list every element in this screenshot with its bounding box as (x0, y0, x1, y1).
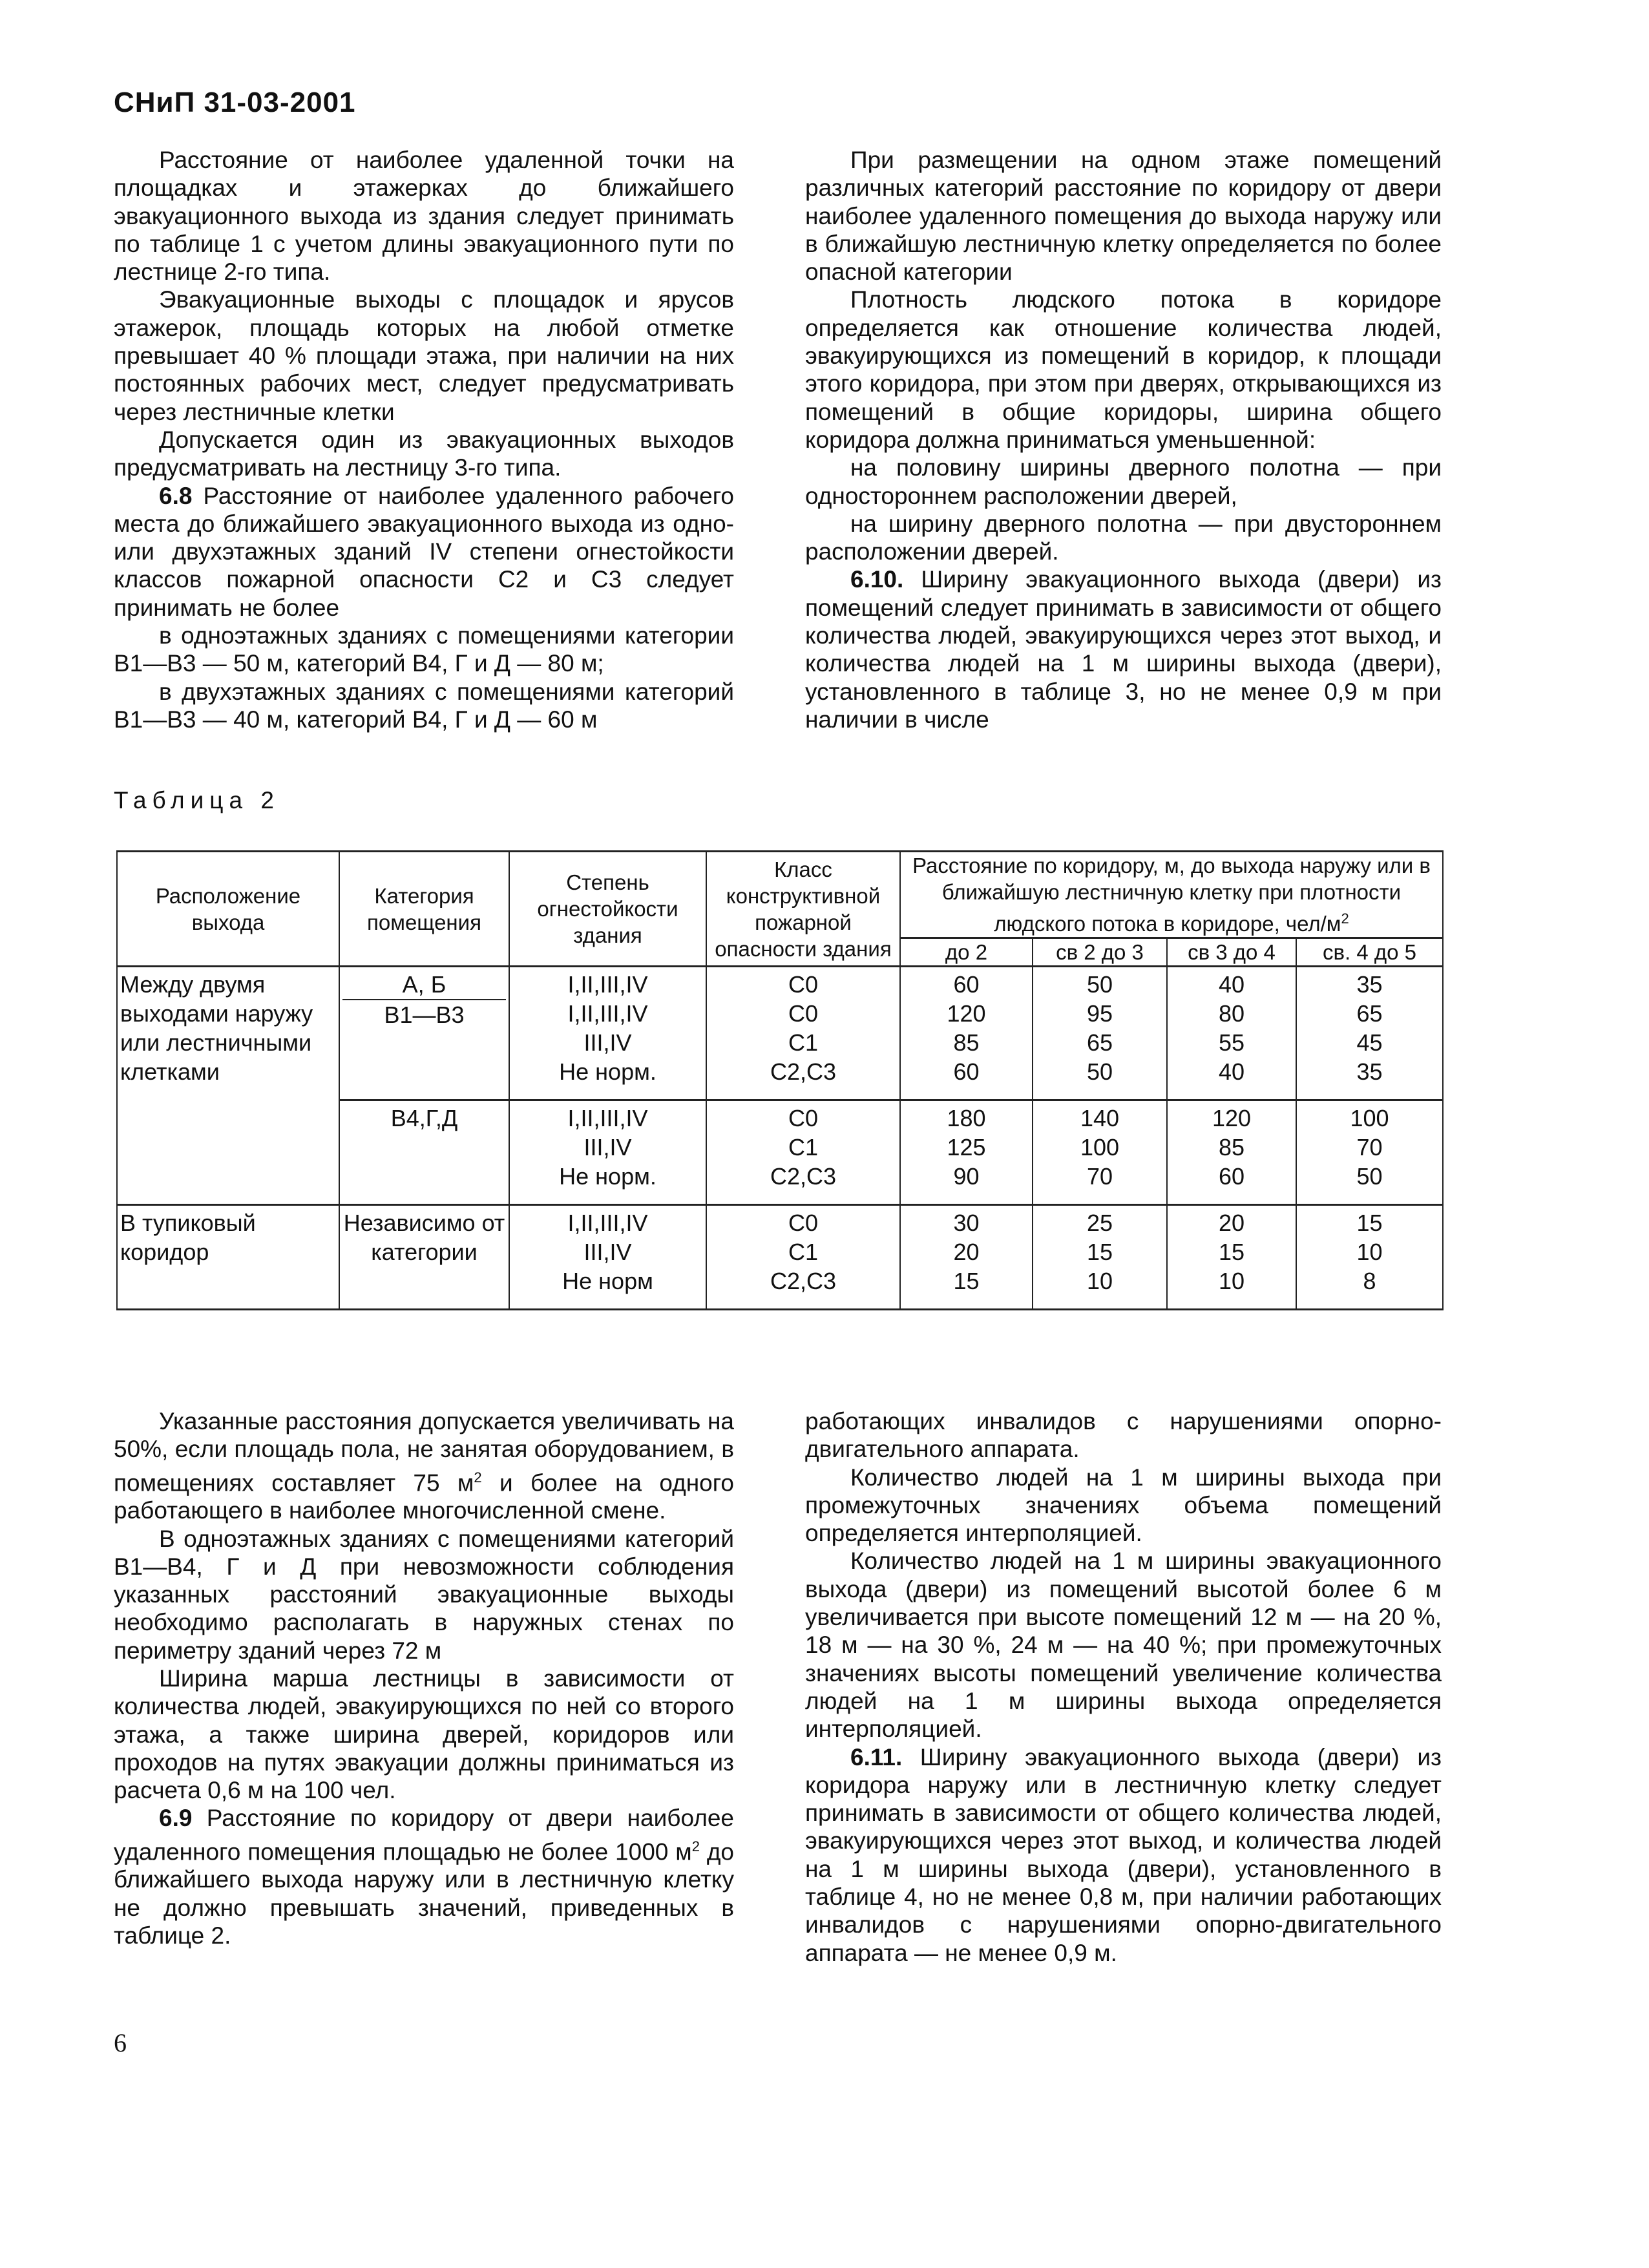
cell-location: В тупиковый коридор (117, 1205, 339, 1310)
cell-distance: 180 125 90 (900, 1100, 1033, 1205)
clause-number: 6.10. (850, 566, 904, 593)
paragraph: Количество людей на 1 м ширины эвакуационного выхода (двери) из помещений высотой более 6 м увеличивается при высоте помещений 12 м — на 20 %, 18 м — на 30 %, 24 м — на 40 %; при промежуточных значениях высоты помещений увеличение количества людей на 1 м ширины выхода определяется интерполяцией. (805, 1548, 1442, 1743)
clause-text: Ширину эвакуационного выхода (двери) из помещений следует принимать в зависимости от общего количества людей, эвакуирующихся через этот выход, и количества людей на 1 м ширины выхода (двери), установленного в таблице 3, но не менее 0,9 м при наличии в числе (805, 566, 1442, 733)
page-number: 6 (114, 2028, 127, 2057)
header-distance: Расстояние по коридору, м, до выхода наружу или в ближайшую лестничную клетку при плотности людского потока в коридоре, чел/$м^2$ (900, 852, 1443, 938)
header-category: Категория помещения (339, 852, 509, 967)
right-column-top (805, 146, 1442, 733)
header-density: до 2 (900, 938, 1033, 967)
paragraph: в двухэтажных зданиях с помещениями категорий В1—В3 — 40 м, категорий В4, Г и Д — 60 м (114, 678, 734, 733)
cell-class: С0 С1 С2,С3 (706, 1205, 900, 1310)
cell-resistance: I,II,III,IV III,IV Не норм. (509, 1100, 706, 1205)
cell-location: Между двумя выходами наружу или лестничными клетками (117, 967, 339, 1205)
clause-text: Расстояние от наиболее удаленного рабочего места до ближайшего эвакуационного выхода из одно- или двухэтажных зданий IV степени огнестойкости классов пожарной опасности С2 и С3 следует принимать не более (114, 482, 734, 621)
paragraph: В одноэтажных зданиях с помещениями категорий В1—В4, Г и Д при невозможности соблюдения указанных расстояний эвакуационные выходы необходимо располагать в наружных стенах по периметру зданий через 72 м (114, 1525, 734, 1664)
document-code-header: СНиП 31-03-2001 (114, 87, 356, 118)
table-2 (116, 850, 1444, 1310)
cell-distance: 15 10 8 (1296, 1205, 1443, 1310)
header-fire-resistance: Степень огнестойкости здания (509, 852, 706, 967)
paragraph: Указанные расстояния допускается увеличивать на 50%, если площадь пола, не занятая оборудованием, в помещениях составляет 75 $м^2$ и более на одного работающего в наиболее многочисленной смене. (114, 1408, 734, 1524)
paragraph: Расстояние от наиболее удаленной точки на площадках и этажерках до ближайшего эвакуационного выхода из здания следует принимать по таблице 1 с учетом длины эвакуационного пути по лестнице 2-го типа. (114, 147, 734, 286)
header-density: св 3 до 4 (1167, 938, 1296, 967)
table-caption: Таблица 2 (114, 787, 280, 814)
cell-distance: 25 15 10 (1033, 1205, 1167, 1310)
cell-category: Независимо от категории (339, 1205, 509, 1310)
cell-class: С0 С0 С1 С2,С3 (706, 967, 900, 1100)
clause-text: Ширину эвакуационного выхода (двери) из коридора наружу или в лестничную клетку следует принимать в зависимости от общего количества людей, эвакуирующихся через этот выход, и количества людей на 1 м ширины выхода (двери), установленного в таблице 4, но не менее 0,8 м, при наличии работающих инвалидов с нарушениями опорно-двигательного аппарата — не менее 0,9 м. (805, 1743, 1442, 1966)
cell-distance: 100 70 50 (1296, 1100, 1443, 1205)
header-density: св 2 до 3 (1033, 938, 1167, 967)
paragraph: Плотность людского потока в коридоре определяется как отношение количества людей, эвакуирующихся из помещений в коридор, к площади этого коридора, при этом при дверях, открывающихся из помещений в общие коридоры, ширина общего коридора должна приниматься уменьшенной: (805, 286, 1442, 453)
left-column-top (114, 146, 734, 733)
cell-distance: 140 100 70 (1033, 1100, 1167, 1205)
right-column-bottom (805, 1407, 1442, 1967)
cell-category: А, Б В1—В3 (339, 967, 509, 1100)
paragraph: При размещении на одном этаже помещений различных категорий расстояние по коридору от двери наиболее удаленного помещения до выхода наружу или в ближайшую лестничную клетку определяется по более опасной категории (805, 147, 1442, 286)
cell-resistance: I,II,III,IV I,II,III,IV III,IV Не норм. (509, 967, 706, 1100)
table-row-group (117, 1205, 1443, 1310)
clause-6-10 (805, 565, 1442, 733)
clause-6-11 (805, 1743, 1442, 1967)
cell-distance: 120 85 60 (1167, 1100, 1296, 1205)
table-row-group (117, 967, 1443, 1100)
paragraph: на половину ширины дверного полотна — при одностороннем расположении дверей, (805, 454, 1442, 509)
cell-distance: 20 15 10 (1167, 1205, 1296, 1310)
cell-resistance: I,II,III,IV III,IV Не норм (509, 1205, 706, 1310)
paragraph: Количество людей на 1 м ширины выхода при промежуточных значениях объема помещений определяется интерполяцией. (805, 1464, 1442, 1547)
header-density: св. 4 до 5 (1296, 938, 1443, 967)
cell-distance: 40 80 55 40 (1167, 967, 1296, 1100)
clause-6-9: 6.9 Расстояние по коридору от двери наиболее удаленного помещения площадью не более 1000 $м^2$ до ближайшего выхода наружу или в лестничную клетку не должно превышать значений, приведенных в таблице 2. (114, 1805, 734, 1949)
paragraph: Ширина марша лестницы в зависимости от количества людей, эвакуирующихся по ней со второго этажа, а также ширина дверей, коридоров или проходов на путях эвакуации должны приниматься из расчета 0,6 м на 100 чел. (114, 1665, 734, 1804)
clause-number: 6.8 (159, 482, 193, 509)
header-class: Класс конструктивной пожарной опасности здания (706, 852, 900, 967)
cell-category: В4,Г,Д (339, 1100, 509, 1205)
paragraph: Эвакуационные выходы с площадок и ярусов этажерок, площадь которых на любой отметке превышает 40 % площади этажа, при наличии на них постоянных рабочих мест, следует предусматривать через лестничные клетки (114, 286, 734, 425)
cell-distance: 30 20 15 (900, 1205, 1033, 1310)
cell-distance: 50 95 65 50 (1033, 967, 1167, 1100)
cell-distance: 60 120 85 60 (900, 967, 1033, 1100)
cell-distance: 35 65 45 35 (1296, 967, 1443, 1100)
clause-number: 6.9 (159, 1805, 193, 1832)
left-column-bottom (114, 1407, 734, 1949)
header-location: Расположение выхода (117, 852, 339, 967)
paragraph: работающих инвалидов с нарушениями опорно-двигательного аппарата. (805, 1408, 1442, 1463)
paragraph: в одноэтажных зданиях с помещениями категории В1—В3 — 50 м, категорий В4, Г и Д — 80 м; (114, 622, 734, 677)
clause-number: 6.11. (850, 1743, 903, 1770)
table-header-row (117, 852, 1443, 938)
clause-6-8 (114, 482, 734, 622)
paragraph: на ширину дверного полотна — при двустороннем расположении дверей. (805, 510, 1442, 565)
paragraph: Допускается один из эвакуационных выходов предусматривать на лестницу 3-го типа. (114, 426, 734, 481)
cell-class: С0 С1 С2,С3 (706, 1100, 900, 1205)
